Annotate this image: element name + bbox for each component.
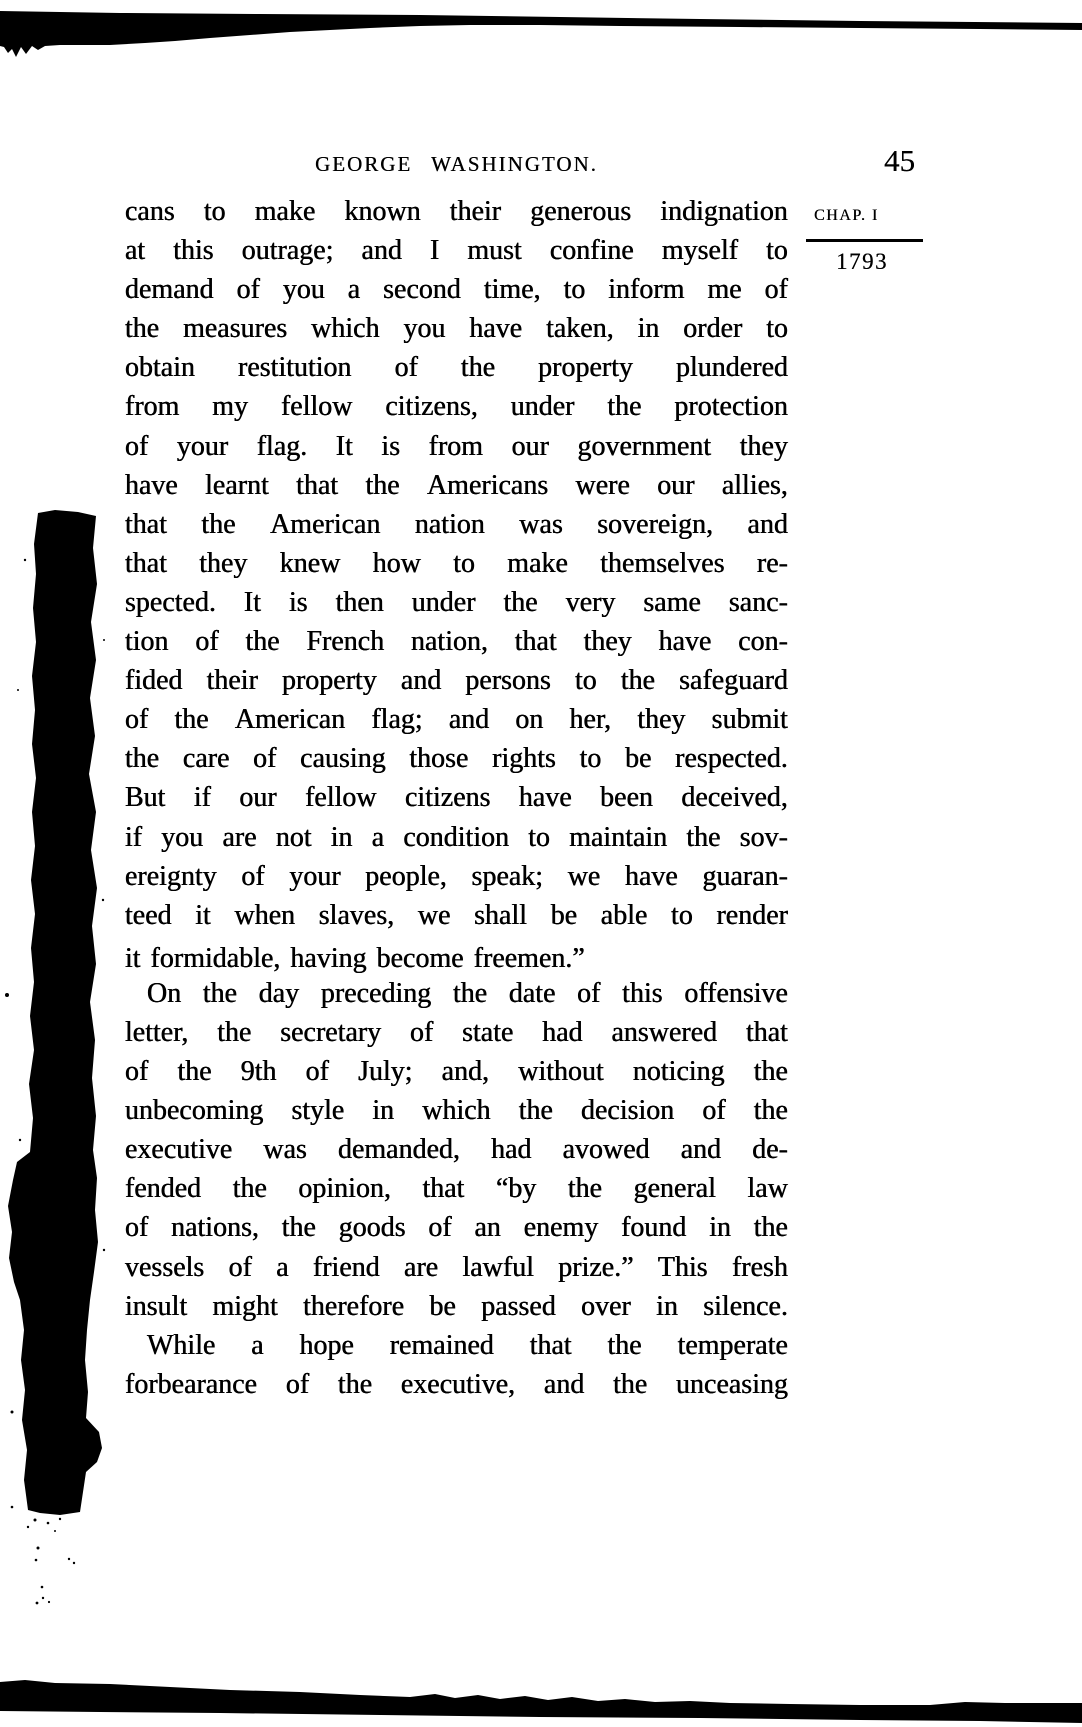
text-line: demand of you a second time, to inform me of bbox=[125, 274, 788, 306]
text-line: the measures which you have taken, in order to bbox=[125, 313, 788, 345]
text-line: that the American nation was sovereign, and bbox=[125, 508, 788, 540]
text-line: of the American flag; and on her, they submit bbox=[125, 704, 788, 736]
text-line: fended the opinion, that “by the general law bbox=[125, 1173, 788, 1205]
text-line: cans to make known their generous indignation bbox=[125, 196, 788, 227]
text-line: at this outrage; and I must confine myself to bbox=[125, 235, 788, 267]
text-line: But if our fellow citizens have been deceived, bbox=[125, 782, 788, 814]
text-line: that they knew how to make themselves re- bbox=[125, 547, 788, 579]
margin-rule bbox=[806, 239, 923, 242]
text-line: from my fellow citizens, under the protection bbox=[125, 391, 788, 423]
text-line: of nations, the goods of an enemy found in the bbox=[125, 1212, 788, 1244]
page-number: 45 bbox=[884, 143, 915, 178]
text-line: executive was demanded, had avowed and de- bbox=[125, 1134, 788, 1166]
text-line: insult might therefore be passed over in silence. bbox=[125, 1290, 788, 1322]
left-gutter-shadow-band bbox=[8, 510, 102, 1515]
scan-speckles bbox=[5, 559, 105, 1605]
running-header: GEORGE WASHINGTON. bbox=[315, 152, 598, 176]
text-line: it formidable, having become freemen.” bbox=[125, 942, 585, 974]
body-text bbox=[125, 196, 788, 1408]
text-line: obtain restitution of the property plundered bbox=[125, 352, 788, 384]
text-line: On the day preceding the date of this offensive bbox=[147, 977, 788, 1009]
text-line: unbecoming style in which the decision of the bbox=[125, 1095, 788, 1127]
bottom-edge-scan-band bbox=[0, 1680, 1082, 1723]
text-line: have learnt that the Americans were our allies, bbox=[125, 469, 788, 501]
text-line: vessels of a friend are lawful prize.” This fresh bbox=[125, 1251, 788, 1283]
text-line: ereignty of your people, speak; we have guaran- bbox=[125, 860, 788, 892]
text-line: if you are not in a condition to maintain the sov- bbox=[125, 821, 788, 853]
chapter-margin-note: CHAP. I bbox=[814, 207, 879, 224]
text-line: teed it when slaves, we shall be able to render bbox=[125, 899, 788, 931]
text-line: fided their property and persons to the safeguard bbox=[125, 665, 788, 697]
text-line: forbearance of the executive, and the unceasing bbox=[125, 1368, 788, 1400]
text-line: the care of causing those rights to be respected. bbox=[125, 743, 788, 775]
text-line: While a hope remained that the temperate bbox=[147, 1329, 788, 1361]
text-line: tion of the French nation, that they have con- bbox=[125, 626, 788, 658]
text-line: spected. It is then under the very same sanc- bbox=[125, 586, 788, 618]
text-line: of your flag. It is from our government they bbox=[125, 430, 788, 462]
text-line: of the 9th of July; and, without noticing the bbox=[125, 1056, 788, 1088]
year-margin-note: 1793 bbox=[836, 249, 888, 274]
top-edge-scan-band bbox=[0, 11, 1082, 57]
text-line: letter, the secretary of state had answered that bbox=[125, 1016, 788, 1048]
